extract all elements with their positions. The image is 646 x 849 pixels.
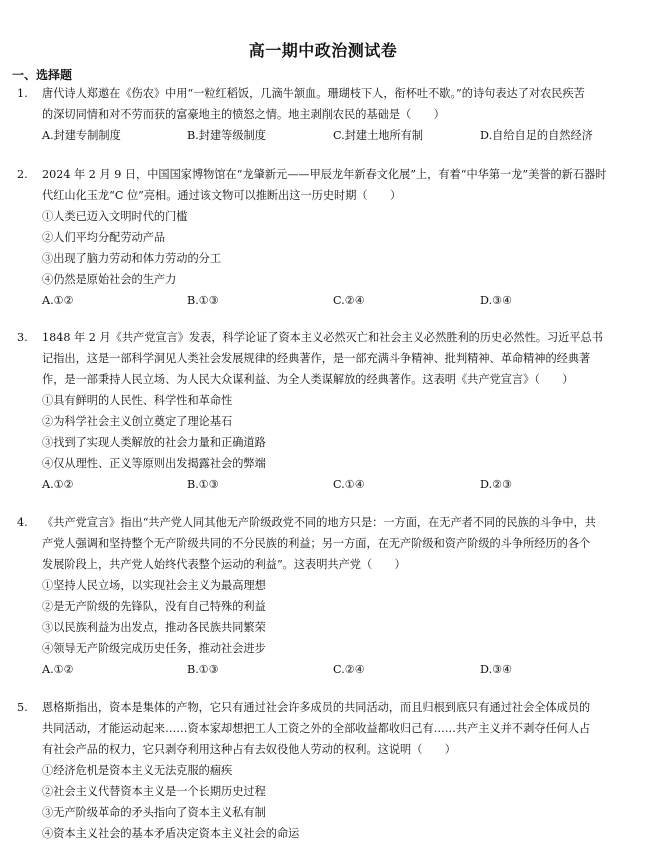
statement: ②人们平均分配劳动产品	[42, 231, 166, 244]
question-number: 3.	[17, 331, 28, 344]
statement: ④领导无产阶级完成历史任务，推动社会进步	[42, 642, 266, 655]
option-d: D.自给自足的自然经济	[480, 129, 593, 142]
option-b: B.①③	[187, 663, 219, 676]
option-a: A.①②	[42, 294, 74, 307]
statement: ②为科学社会主义创立奠定了理论基石	[42, 415, 233, 428]
option-b: B.①③	[187, 478, 219, 491]
question-text-line: 的深切同情和对不劳而获的富豪地主的愤怒之情。地主剥削农民的基础是（ ）	[42, 108, 445, 121]
question-text-line: 有社会产品的权力，它只剥夺利用这种占有去奴役他人劳动的权利。这说明（ ）	[42, 743, 456, 756]
statement: ②是无产阶级的先锋队，没有自己特殊的利益	[42, 600, 266, 613]
question-number: 2.	[17, 168, 28, 181]
option-d: D.③④	[480, 294, 513, 307]
question-number: 1.	[17, 87, 28, 100]
question-text-line: 2024 年 2 月 9 日，中国国家博物馆在“龙肇新元——甲辰龙年新春文化展”上，有着“中华第一龙”美誉的新石器时	[42, 168, 607, 181]
option-c: C.封建土地所有制	[333, 129, 424, 142]
statement: ③以民族利益为出发点，推动各民族共同繁荣	[42, 621, 266, 634]
question-text-line: 代红山化玉龙“C 位”亮相。通过该文物可以推断出这一历史时期（ ）	[42, 189, 402, 202]
statement: ②社会主义代替资本主义是一个长期历史过程	[42, 785, 266, 798]
statement: ①坚持人民立场，以实现社会主义为最高理想	[42, 579, 266, 592]
question-text-line: 作，是一部秉持人民立场、为人民大众谋利益、为全人类谋解放的经典著作。这表明《共产党宣言》（ ）	[42, 373, 574, 386]
option-a: A.①②	[42, 478, 74, 491]
option-a: A.①②	[42, 663, 74, 676]
question-text-line: 共同活动，才能运动起来……资本家却想把工人工资之外的全部收益都收归己有……共产主义并不剥夺任何人占	[42, 722, 591, 735]
section-heading: 一、选择题	[12, 68, 73, 82]
statement: ③出现了脑力劳动和体力劳动的分工	[42, 252, 222, 265]
statement: ④仅从理性、正义等原则出发揭露社会的弊端	[42, 457, 266, 470]
option-a: A.封建专制制度	[42, 129, 121, 142]
statement: ③找到了实现人类解放的社会力量和正确道路	[42, 436, 266, 449]
option-c: C.②④	[333, 294, 365, 307]
statement: ④资本主义社会的基本矛盾决定资本主义社会的命运	[42, 827, 300, 840]
statement: ①具有鲜明的人民性、科学性和革命性	[42, 394, 233, 407]
option-d: D.③④	[480, 663, 513, 676]
question-text-line: 发展阶段上，共产党人始终代表整个运动的利益”。这表明共产党（ ）	[42, 558, 406, 571]
question-text-line: 1848 年 2 月《共产党宣言》发表，科学论证了资本主义必然灭亡和社会主义必然胜利的历史必然性。习近平总书	[42, 331, 603, 344]
question-text-line: 恩格斯指出，资本是集体的产物，它只有通过社会许多成员的共同活动，而且归根到底只有通过社会全体成员的	[42, 701, 591, 714]
page-title: 高一期中政治测试卷	[248, 41, 398, 60]
option-c: C.②④	[333, 663, 365, 676]
statement: ④仍然是原始社会的生产力	[42, 273, 177, 286]
option-d: D.②③	[480, 478, 513, 491]
statement: ①经济危机是资本主义无法克服的痼疾	[42, 764, 233, 777]
question-text-line: 唐代诗人郑遨在《伤农》中用“一粒红稻饭，几滴牛颔血。珊瑚枝下人，衔杯吐不歇。”的诗句表达了对农民疾苦	[42, 87, 585, 100]
question-number: 4.	[17, 516, 28, 529]
statement: ③无产阶级革命的矛头指向了资本主义私有制	[42, 806, 266, 819]
statement: ①人类已迈入文明时代的门槛	[42, 210, 188, 223]
option-b: B.封建等级制度	[187, 129, 266, 142]
question-number: 5.	[17, 701, 28, 714]
question-text-line: 产党人强调和坚持整个无产阶级共同的不分民族的利益；另一方面，在无产阶级和资产阶级的斗争所经历的各个	[42, 537, 591, 550]
option-b: B.①③	[187, 294, 219, 307]
question-text-line: 《共产党宣言》指出“共产党人同其他无产阶级政党不同的地方只是：一方面，在无产者不同的民族的斗争中，共	[42, 516, 596, 529]
option-c: C.①④	[333, 478, 365, 491]
question-text-line: 记指出，这是一部科学洞见人类社会发展规律的经典著作，是一部充满斗争精神、批判精神、革命精神的经典著	[42, 352, 591, 365]
